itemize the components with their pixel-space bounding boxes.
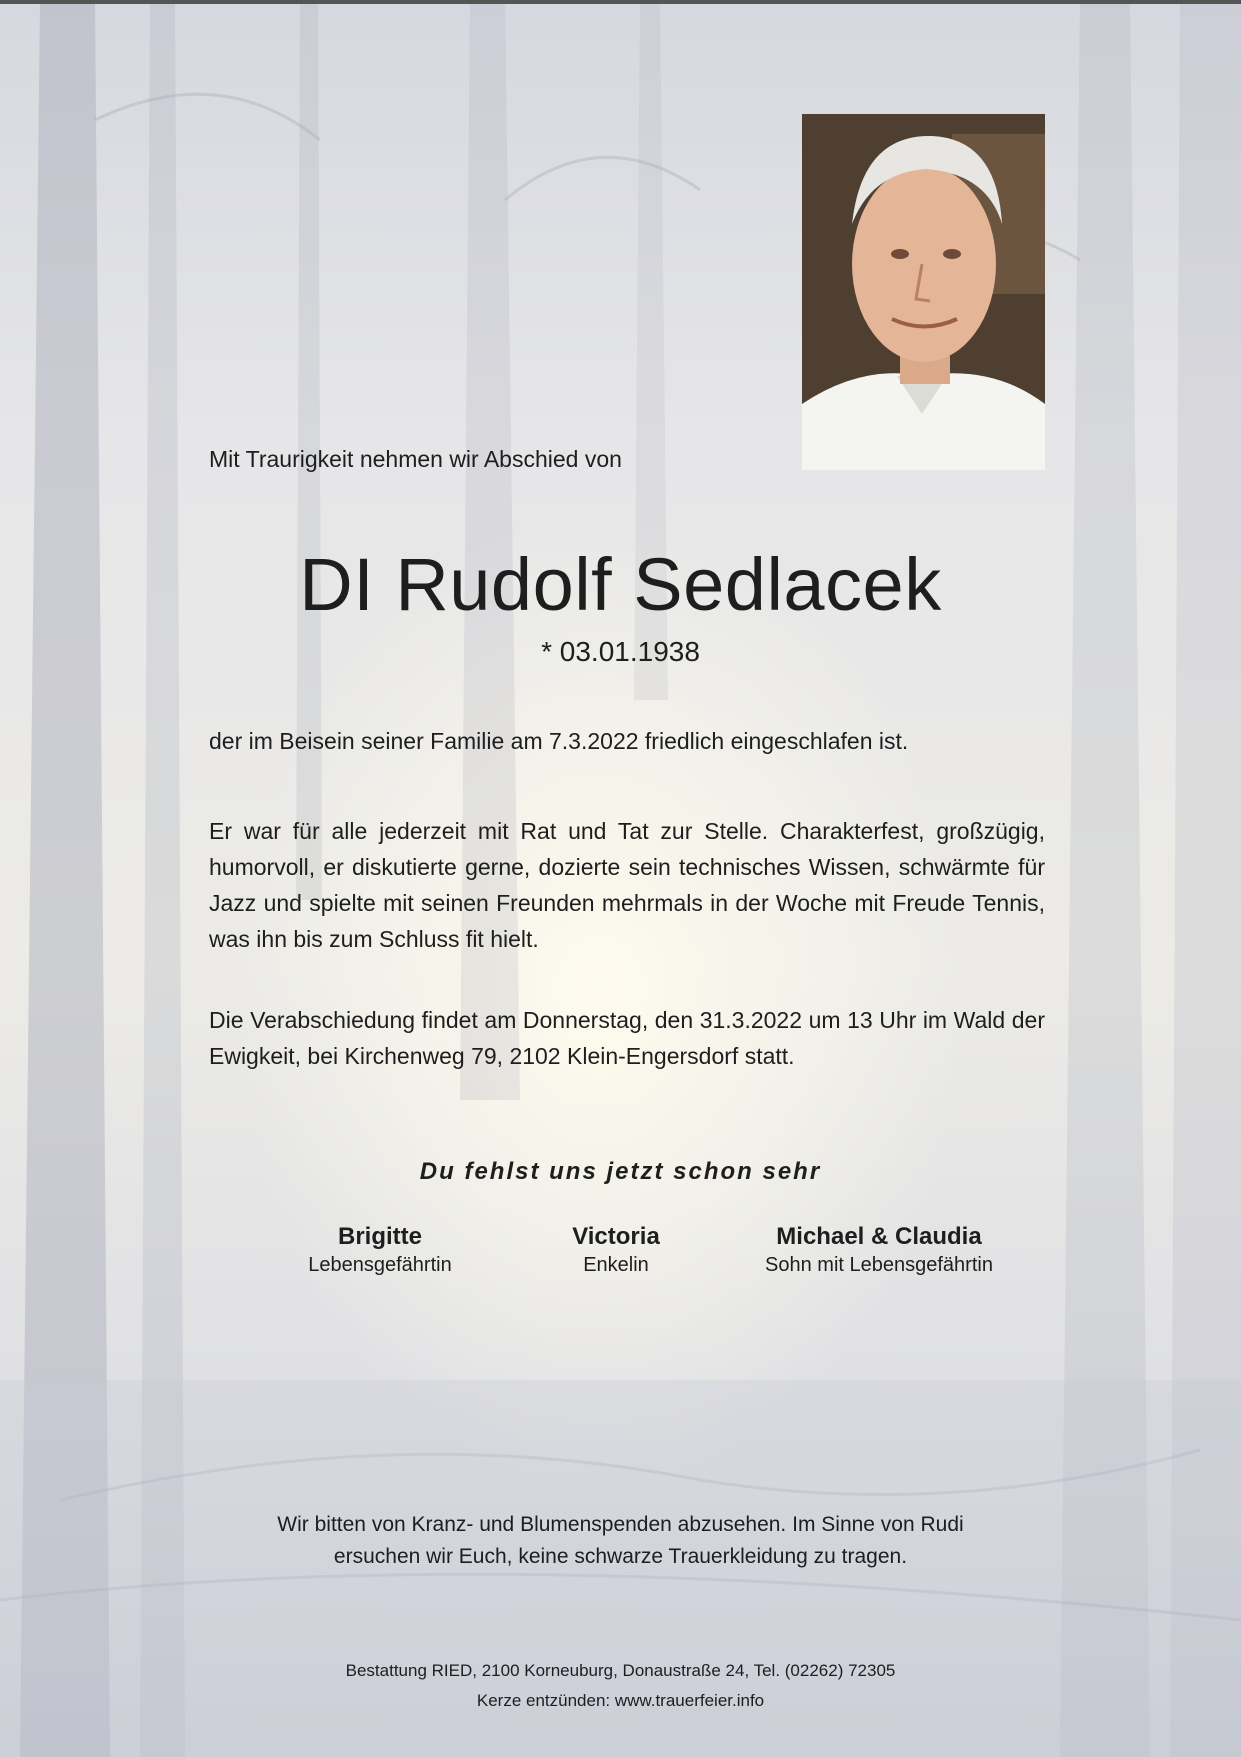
request-line: ersuchen wir Euch, keine schwarze Trauerkleidung zu tragen.	[333, 1545, 908, 1568]
mourner	[729, 1222, 1029, 1278]
funeral-home-footer	[0, 1656, 1241, 1716]
deceased-name: DI Rudolf Sedlacek	[299, 543, 942, 626]
candle-link[interactable]: Kerze entzünden: www.trauerfeier.info	[476, 1691, 765, 1710]
funeral-home-contact: Bestattung RIED, 2100 Korneuburg, Donaustraße 24, Tel. (02262) 72305	[345, 1661, 896, 1680]
portrait-illustration	[802, 114, 1045, 470]
mourner-relation: Lebensgefährtin	[308, 1254, 452, 1276]
intro-text: Mit Traurigkeit nehmen wir Abschied von	[209, 446, 622, 472]
tribute-paragraph: Er war für alle jederzeit mit Rat und Tat zur Stelle. Charakterfest, großzügig, humorvoll, er diskutierte gerne, dozierte sein technisches Wissen, schwärmte für Jazz und spielte mit seinen Freunden mehrmals in der Woche mit Freude Tennis, was ihn bis zum Schluss fit hielt.	[209, 818, 1045, 952]
portrait-photo	[802, 114, 1045, 470]
request-line: Wir bitten von Kranz- und Blumenspenden abzusehen. Im Sinne von Rudi	[277, 1513, 964, 1536]
mourner-name: Brigitte	[338, 1223, 422, 1250]
mourner-name: Michael & Claudia	[776, 1223, 982, 1250]
top-edge-line	[0, 0, 1241, 4]
donation-request	[0, 1509, 1241, 1573]
birth-date: * 03.01.1938	[541, 636, 700, 667]
motto: Du fehlst uns jetzt schon sehr	[419, 1158, 822, 1185]
passing-text: der im Beisein seiner Familie am 7.3.2022 friedlich eingeschlafen ist.	[209, 728, 909, 754]
mourner-relation: Sohn mit Lebensgefährtin	[765, 1254, 993, 1276]
mourner	[466, 1222, 766, 1278]
mourner-name: Victoria	[572, 1223, 660, 1250]
ceremony-paragraph: Die Verabschiedung findet am Donnerstag, den 31.3.2022 um 13 Uhr im Wald der Ewigkeit, bei Kirchenweg 79, 2102 Klein-Engersdorf statt.	[209, 1007, 1045, 1069]
mourner-relation: Enkelin	[583, 1254, 649, 1276]
